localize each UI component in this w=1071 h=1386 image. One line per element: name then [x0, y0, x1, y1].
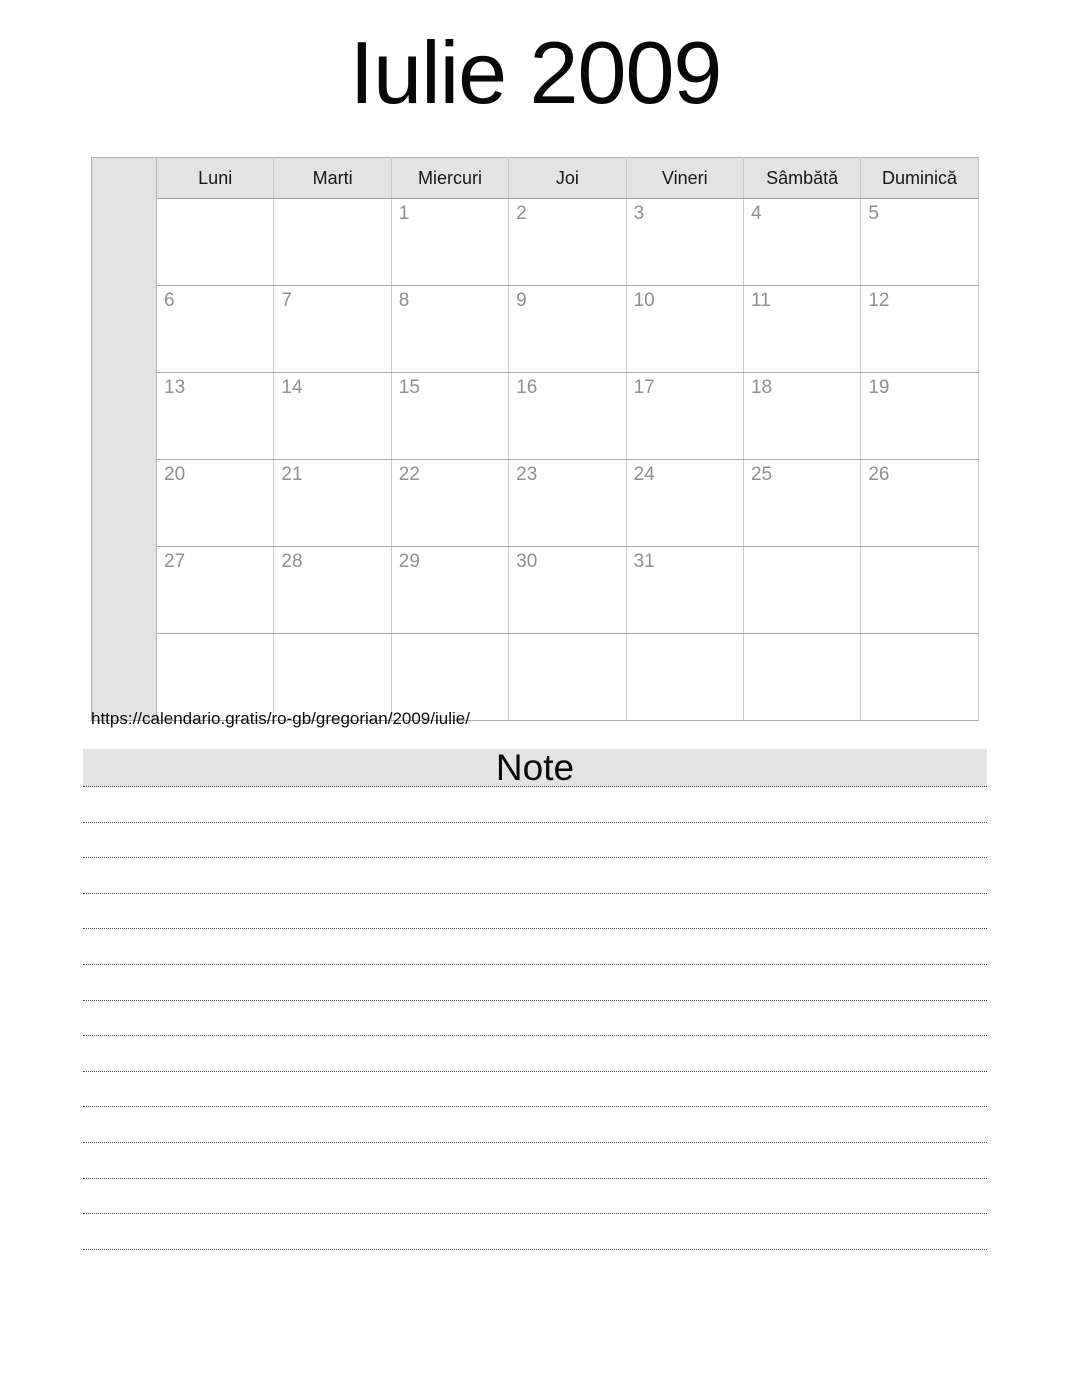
calendar-day-cell [391, 373, 508, 460]
note-line [83, 894, 987, 930]
calendar-day-cell [509, 547, 626, 634]
calendar-day-cell [391, 286, 508, 373]
day-header-row [92, 158, 979, 199]
day-header-monday: Luni [157, 158, 274, 199]
calendar-day-cell [391, 460, 508, 547]
calendar-week-row [92, 286, 979, 373]
day-number: 5 [868, 203, 879, 224]
day-number: 8 [398, 290, 410, 311]
note-line [83, 1001, 987, 1037]
day-number: 3 [633, 203, 645, 224]
day-number: 10 [633, 290, 655, 311]
calendar-week-row [92, 199, 979, 286]
calendar-day-cell [391, 634, 508, 721]
day-number: 16 [516, 377, 538, 398]
day-number: 13 [164, 377, 186, 398]
source-url: https://calendario.gratis/ro-gb/gregorian/2009/iulie/ [91, 709, 470, 728]
day-number: 4 [750, 203, 762, 224]
note-line [83, 787, 987, 823]
calendar-day-cell [157, 199, 274, 286]
day-number: 28 [281, 551, 303, 572]
note-line [83, 1107, 987, 1143]
week-number-column [92, 158, 157, 721]
calendar-day-cell [274, 286, 391, 373]
calendar-day-cell [626, 373, 743, 460]
calendar-day-cell [743, 547, 860, 634]
day-number [510, 635, 624, 638]
note-line [83, 1179, 987, 1215]
calendar-day-cell [626, 199, 743, 286]
notes-section [83, 749, 987, 1250]
note-line [83, 1036, 987, 1072]
day-number: 7 [281, 290, 292, 311]
calendar-week-row [92, 547, 979, 634]
note-line [83, 858, 987, 894]
day-number: 14 [281, 377, 303, 398]
day-header-tuesday: Marti [274, 158, 391, 199]
calendar-day-cell [509, 199, 626, 286]
day-number: 30 [516, 551, 538, 572]
calendar-day-cell [861, 199, 978, 286]
calendar-day-cell [509, 286, 626, 373]
day-number [158, 635, 272, 638]
calendar-day-cell [509, 460, 626, 547]
day-number: 27 [164, 551, 186, 572]
calendar-day-cell [157, 286, 274, 373]
calendar-day-cell [861, 634, 978, 721]
day-header-sunday: Duminică [861, 158, 978, 199]
day-number: 25 [750, 464, 773, 485]
day-header-saturday: Sâmbătă [743, 158, 860, 199]
day-header-wednesday: Miercuri [391, 158, 508, 199]
calendar-day-cell [274, 547, 391, 634]
calendar-day-cell [861, 547, 978, 634]
calendar-day-cell [391, 547, 508, 634]
calendar-day-cell [509, 373, 626, 460]
day-number [745, 548, 859, 551]
note-line [83, 965, 987, 1001]
calendar-day-cell [626, 460, 743, 547]
calendar-day-cell [743, 286, 860, 373]
day-number: 6 [164, 290, 175, 311]
calendar-day-cell [274, 199, 391, 286]
note-line [83, 1072, 987, 1108]
note-line [83, 823, 987, 859]
calendar-day-cell [157, 547, 274, 634]
calendar-day-cell [157, 634, 274, 721]
day-number: 15 [398, 377, 420, 398]
day-number: 22 [398, 464, 420, 485]
day-header-thursday: Joi [509, 158, 626, 199]
calendar-day-cell [861, 460, 978, 547]
note-line [83, 1143, 987, 1179]
day-number [862, 635, 976, 638]
day-number [862, 548, 976, 551]
day-number: 9 [516, 290, 527, 311]
calendar-day-cell [743, 199, 860, 286]
day-header-friday: Vineri [626, 158, 743, 199]
day-number [275, 635, 389, 638]
calendar-day-cell [743, 634, 860, 721]
day-number: 23 [516, 464, 538, 485]
day-number: 20 [164, 464, 186, 485]
calendar-day-cell [626, 547, 743, 634]
calendar-day-cell [626, 286, 743, 373]
day-number [745, 635, 859, 638]
note-line [83, 929, 987, 965]
day-number: 2 [516, 203, 527, 224]
calendar-day-cell [861, 373, 978, 460]
note-line [83, 1214, 987, 1250]
calendar-table [91, 157, 979, 721]
day-number: 18 [750, 377, 773, 398]
calendar-day-cell [391, 199, 508, 286]
day-number: 24 [633, 464, 655, 485]
calendar-day-cell [274, 373, 391, 460]
day-number: 17 [633, 377, 655, 398]
day-number [393, 635, 507, 638]
calendar-day-cell [509, 634, 626, 721]
calendar-day-cell [861, 286, 978, 373]
calendar-day-cell [274, 460, 391, 547]
day-number: 19 [868, 377, 890, 398]
calendar-day-cell [743, 460, 860, 547]
calendar-day-cell [157, 460, 274, 547]
day-number [275, 200, 389, 203]
calendar-week-row [92, 373, 979, 460]
day-number: 11 [750, 290, 771, 311]
day-number: 26 [868, 464, 890, 485]
calendar-day-cell [157, 373, 274, 460]
day-number: 21 [281, 464, 303, 485]
calendar-week-row [92, 460, 979, 547]
day-number: 31 [633, 551, 655, 572]
day-number [628, 635, 742, 638]
page-title: Iulie 2009 [349, 23, 722, 122]
day-number: 1 [398, 203, 410, 224]
calendar-day-cell [626, 634, 743, 721]
day-number: 29 [398, 551, 420, 572]
day-number: 12 [868, 290, 890, 311]
notes-header: Note [83, 749, 987, 787]
day-number [158, 200, 272, 203]
calendar-day-cell [274, 634, 391, 721]
calendar-week-row [92, 634, 979, 721]
calendar-day-cell [743, 373, 860, 460]
